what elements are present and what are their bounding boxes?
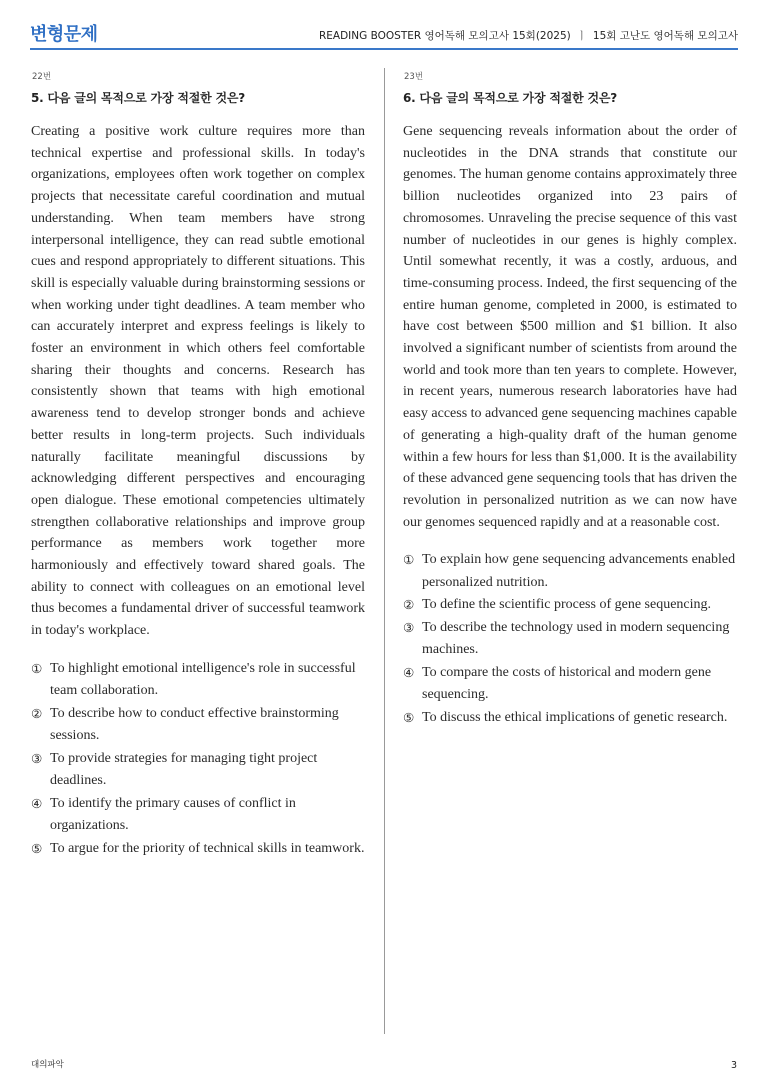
answer-option-1[interactable] (403, 549, 737, 594)
answer-option-3[interactable] (31, 748, 365, 793)
page-number: 3 (730, 1060, 737, 1071)
option-number: ⑤ (31, 840, 43, 856)
answer-option-4[interactable] (31, 793, 365, 838)
option-text: To explain how gene sequencing advancements enabled personalized nutrition. (422, 552, 736, 590)
option-text: To provide strategies for managing tight project deadlines. (50, 750, 318, 789)
answer-option-2[interactable] (403, 594, 737, 617)
option-text: To define the scientific process of gene sequencing. (422, 597, 712, 613)
footer-category: 대의파악 (31, 1060, 64, 1070)
question-passage: Gene sequencing reveals information about the order of nucleotides in the DNA strands that constitute our genomes. The human genome contains approximately three billion nucleotides organized into 23 pairs of chromosomes. Unraveling the precise sequence of this vast number of nucleotides in our genes is highly complex. Until somewhat recently, it was a costly, arduous, and time-consuming process. Indeed, the first sequencing of the entire human genome, completed in 2000, is estimated to have cost between $500 million and $1 billion. It also involved a significant number of scientists from around the world and took more than ten years to complete. However, in recent years, numerous research laboratories have had easy access to advanced gene sequencing machines capable of generating a high-quality draft of the human genome within a few hours for less than $1,000. It is the availability of these advanced gene sequencing tools that has driven the revolution in personalized nutrition as we can now have our genomes sequenced rapidly and at a reasonable cost. (403, 124, 737, 530)
answer-options (31, 658, 365, 861)
brand-title: 변형문제 (30, 24, 98, 45)
option-number: ① (403, 552, 415, 568)
option-number: ③ (31, 750, 43, 766)
answer-option-2[interactable] (31, 703, 365, 748)
answer-option-1[interactable] (31, 658, 365, 703)
option-number: ④ (31, 795, 43, 811)
column-divider (384, 68, 385, 1034)
option-number: ② (31, 705, 43, 721)
question-23 (403, 70, 737, 729)
question-number: 23번 (404, 72, 424, 82)
answer-option-5[interactable] (403, 707, 737, 730)
option-number: ⑤ (403, 709, 415, 725)
option-number: ④ (403, 664, 415, 680)
answer-option-4[interactable] (403, 662, 737, 707)
option-text: To describe how to conduct effective brainstorming sessions. (50, 705, 339, 744)
series-subtitle: 15회 고난도 영어독해 모의고사 (592, 30, 738, 42)
question-title: 6. 다음 글의 목적으로 가장 적절한 것은? (403, 91, 618, 105)
option-text: To describe the technology used in modern sequencing machines. (422, 619, 730, 658)
option-text: To discuss the ethical implications of genetic research. (422, 709, 728, 725)
option-number: ② (403, 597, 415, 613)
question-passage: Creating a positive work culture requires more than technical expertise and professional skills. In today's organizations, employees often work together on complex projects that necessitate careful coordination and mutual understanding. When team members have strong interpersonal intelligence, they can read subtle emotional cues and respond appropriately to different situations. This skill is especially valuable during brainstorming sessions or when working under tight deadlines. A team member who can accurately interpret and express feelings is likely to foster an environment in which others feel comfortable sharing their thoughts and concerns. Research has consistently shown that teams with high emotional awareness tend to develop stronger bonds and achieve better results in long-term projects. Such individuals naturally facilitate meaningful discussions by acknowledging different perspectives and encouraging open dialogue. These emotional competencies ultimately strengthen collaborative relationships and improve group performance as members work together more harmoniously and effectively toward shared goals. The ability to connect with colleagues on an emotional level thus becomes a fundamental driver of successful teamwork in today's workplace. (31, 124, 366, 639)
question-22 (31, 70, 365, 860)
header-series (319, 28, 738, 43)
answer-option-3[interactable] (403, 617, 737, 662)
option-text: To highlight emotional intelligence's role in successful team collaboration. (50, 660, 356, 699)
option-text: To compare the costs of historical and modern gene sequencing. (422, 664, 712, 703)
answer-options (403, 549, 737, 729)
header-separator: ㅣ (576, 30, 587, 42)
option-number: ① (31, 660, 43, 676)
option-text: To argue for the priority of technical skills in teamwork. (50, 840, 365, 856)
option-text: To identify the primary causes of conflict in organizations. (50, 795, 296, 834)
series-title: READING BOOSTER 영어독해 모의고사 15회(2025) (318, 30, 571, 42)
question-number: 22번 (32, 72, 52, 82)
answer-option-5[interactable] (31, 838, 365, 861)
question-title: 5. 다음 글의 목적으로 가장 적절한 것은? (31, 91, 246, 105)
page-header (30, 14, 738, 50)
option-number: ③ (403, 619, 415, 635)
